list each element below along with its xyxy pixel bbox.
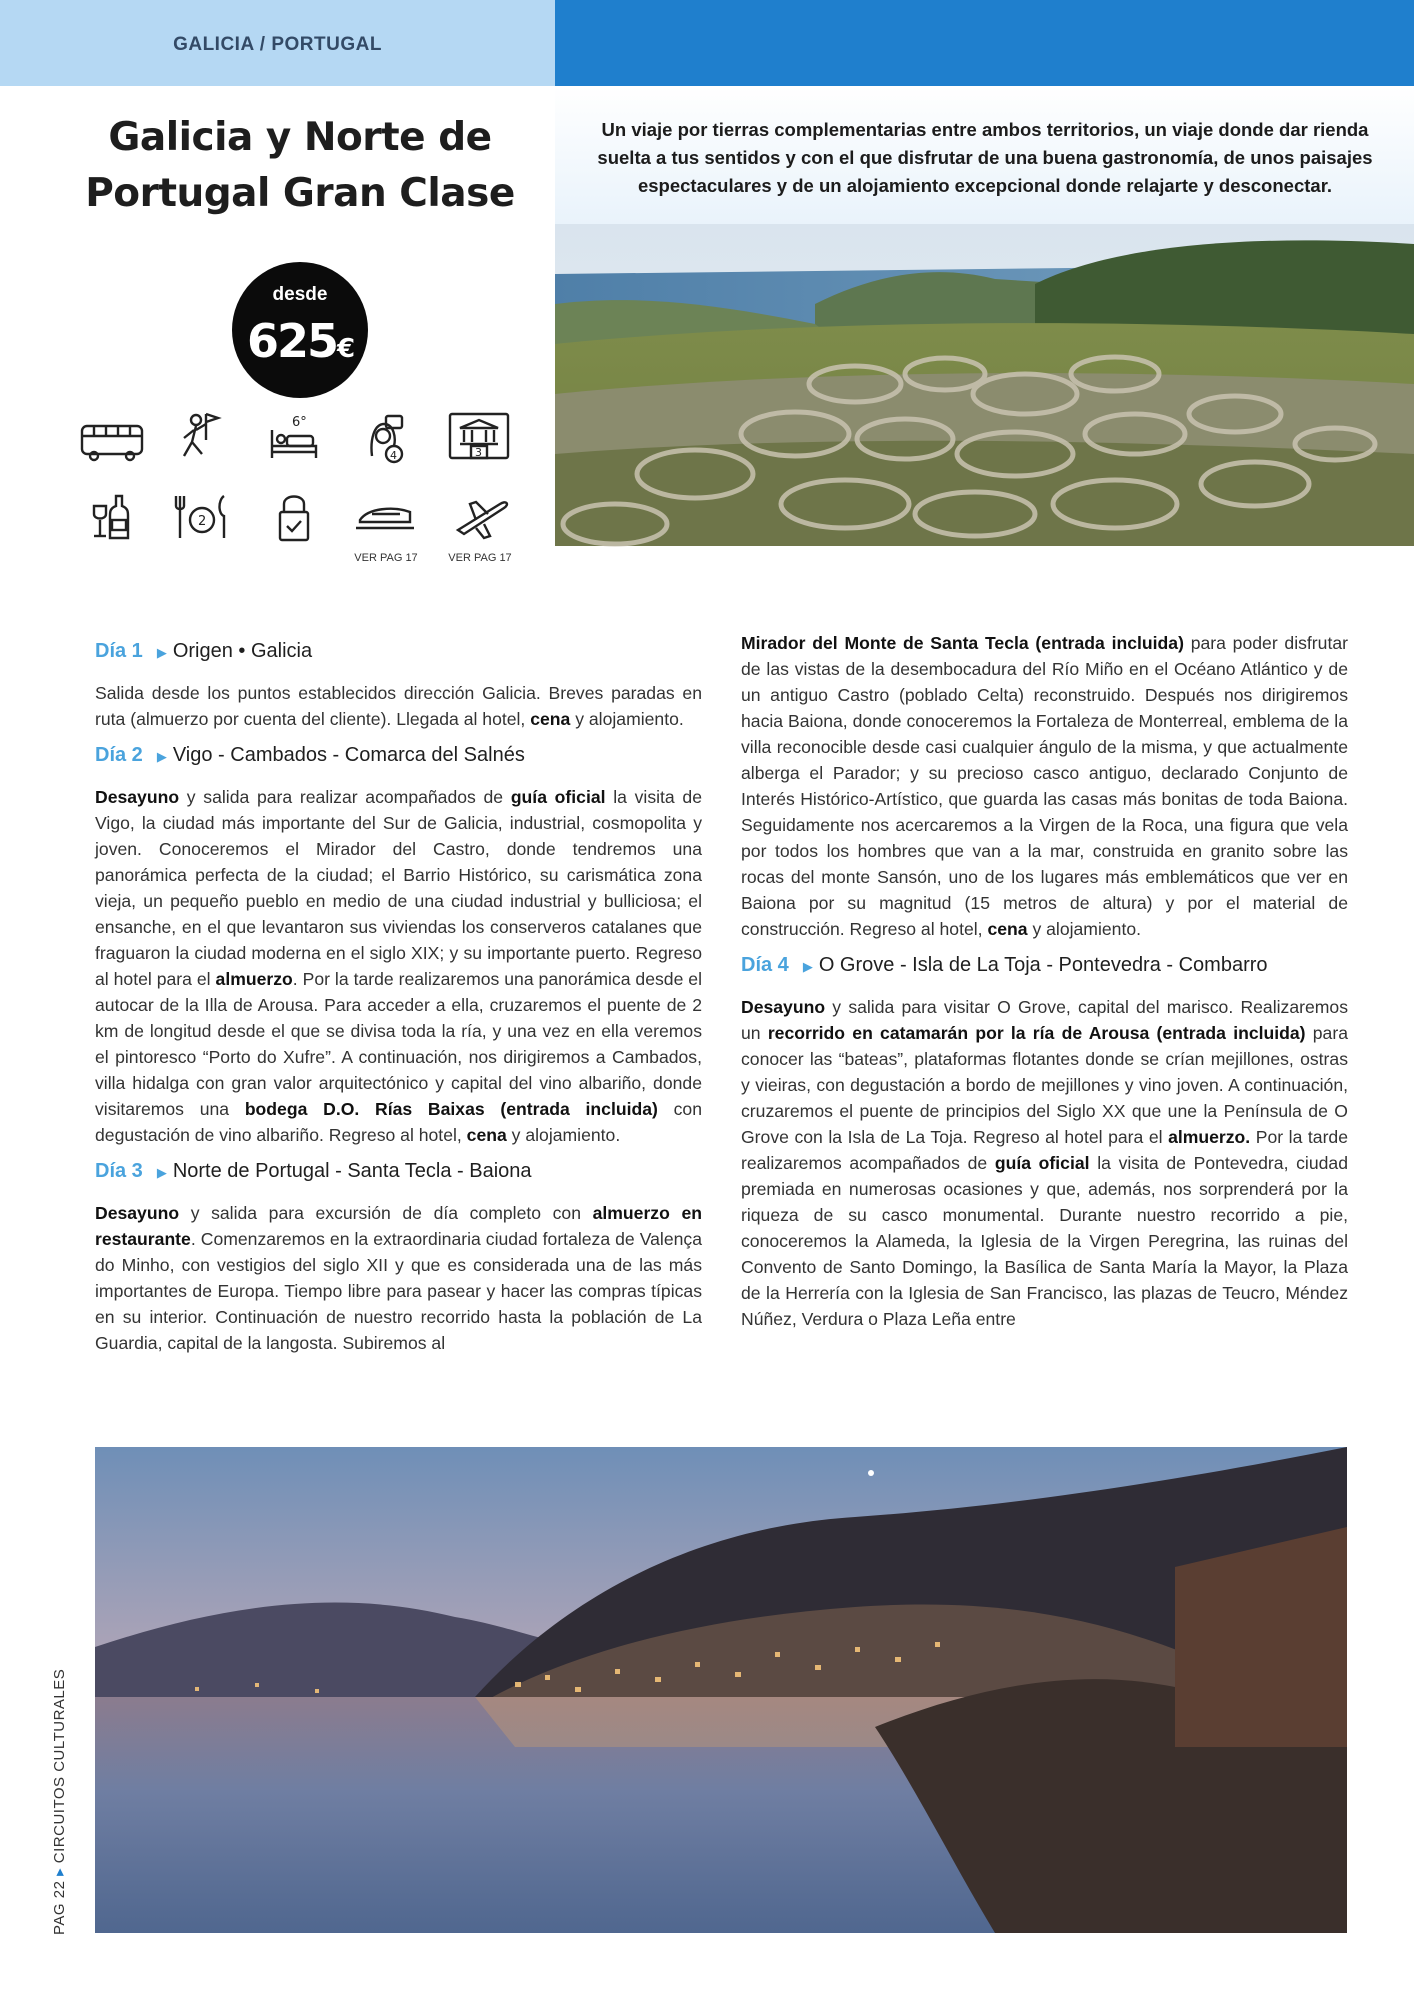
text-bold: Desayuno [741, 997, 826, 1017]
text-bold: guía oficial [510, 787, 606, 807]
text-run: para poder disfrutar de las vistas de la desembocadura del Río Miño en el Océano Atlántico y de un antiguo Castro (poblado Celta) reconstruido. Después nos dirigiremos hacia Baiona, donde conoceremos la Fortaleza de Monterreal, emblema de la villa reconocible desde casi cualquier ángulo de la misma, y que actualmente alberga el Parador; y su precioso casco antiguo, declarado Conjunto de Interés Histórico-Artístico, que guarda las casas más bonitas de toda Baiona. Seguidamente nos acercaremos a la Virgen de la Roca, una figura que vela por todos los hombres que van a la mar, construida en granito sobre las rocas del monte Sansón, uno de los lugares más emblemáticos que ver en Baiona por su magnitud (15 metros de altura) y por el material de construcción. Regreso al hotel, [741, 633, 1348, 939]
text-bold: bodega D.O. Rías Baixas (entrada incluida) [244, 1099, 658, 1119]
day-3-text-part-1 [95, 1200, 702, 1353]
text-run: Por la tarde realizaremos acompañados de [741, 1127, 1348, 1173]
page-footer-vertical [50, 1669, 68, 1935]
day-1-title: Origen • Galicia [172, 640, 313, 662]
text-run: la visita de Vigo, la ciudad más importante del Sur de Galicia, industrial, cosmopolita y joven. Conoceremos el Mirador del Castro, donde tendremos una panorámica perfecta de la ciudad; el Barrio Histórico, su carismática zona vieja, un pequeño pueblo en medio de una ciudad industrial y bulliciosa; el ensanche, en el que levantaron sus viviendas los conserveros catalanes que fraguaron la ciudad moderna en el siglo XIX; y su importante puerto. Regreso al hotel para el [95, 787, 702, 989]
svg-text:4: 4 [390, 449, 397, 462]
day-2-text [95, 784, 702, 1148]
section-header [0, 0, 555, 86]
text-bold: Desayuno [95, 1203, 180, 1223]
text-run: para conocer las “bateas”, plataformas flotantes donde se crían mejillones, ostras y vieiras, con degustación a bordo de mejillones y vino joven. A continuación, cruzaremos el puente de principios del Siglo XX que une la Península de O Grove con la Isla de La Toja. Regreso al hotel para el [741, 1023, 1348, 1147]
train-caption: VER PAG 17 [354, 552, 418, 564]
text-bold: almuerzo. [1168, 1127, 1251, 1147]
price-badge [232, 262, 368, 398]
text-bold: almuerzo [215, 969, 293, 989]
day-1-heading [95, 638, 702, 666]
itinerary-right-column [741, 630, 1348, 1342]
guide-flag-icon [162, 410, 242, 470]
day-2-number: Día 2 [95, 744, 143, 766]
text-bold: guía oficial [994, 1153, 1090, 1173]
day-4-title: O Grove - Isla de La Toja - Pontevedra - Combarro [818, 954, 1268, 976]
svg-text:6°: 6° [292, 415, 307, 430]
wine-icon [72, 490, 152, 550]
text-run: y salida para visitar O Grove, capital del marisco. Realizaremos un [741, 997, 1348, 1043]
text-run: la visita de Pontevedra, ciudad premiada en numerosas ocasiones y que, además, nos sorprenderá por la riqueza de su casco monumental. Durante nuestro recorrido a pie, conoceremos la Alameda, la Iglesia de la Virgen Peregrina, las ruinas del Convento de Santo Domingo, la Basílica de Santa María la Mayor, la Plaza de la Herrería con la Iglesia de San Francisco, las plazas de Teucro, Méndez Núñez, Verdura o Plaza Leña entre [741, 1153, 1348, 1329]
chevron-right-icon: ▶ [156, 749, 167, 764]
day-2-heading [95, 742, 702, 770]
price-amount: 625 [246, 314, 337, 368]
day-4-heading [741, 952, 1348, 980]
coastal-village-photo [95, 1447, 1347, 1933]
text-run: y alojamiento. [1027, 919, 1142, 939]
text-bold: recorrido en catamarán por la ría de Arousa (entrada incluida) [767, 1023, 1306, 1043]
text-bold: Desayuno [95, 787, 180, 807]
chevron-right-icon: ▶ [156, 645, 167, 660]
text-bold: cena [530, 709, 571, 729]
price-amount-row [232, 314, 368, 368]
section-label: GALICIA / PORTUGAL [173, 34, 382, 55]
day-3-heading [95, 1158, 702, 1186]
train-icon [346, 490, 426, 564]
text-run: . Comenzaremos en la extraordinaria ciudad fortaleza de Valença do Minho, con vestigios del siglo XII y que es considerada una de las más importantes de Europa. Tiempo libre para pasear y hacer las compras típicas en su interior. Continuación de nuestro recorrido hasta la población de La Guardia, capital de la langosta. Subiremos al [95, 1229, 702, 1353]
title-line-1: Galicia y Norte de [108, 115, 492, 160]
day-2-title: Vigo - Cambados - Comarca del Salnés [172, 744, 525, 766]
text-run: y alojamiento. [570, 709, 684, 729]
insurance-lock-icon [254, 490, 334, 550]
day-1-text [95, 680, 702, 732]
guide-location-icon [346, 410, 426, 470]
text-run: . Por la tarde realizaremos una panorámica desde el autocar de la Illa de Arousa. Para acceder a ella, cruzaremos el puente de 2 km de longitud desde el que se divisa toda la ría, y una vez en ella veremos el pintoresco “Porto do Xufre”. A continuación, nos dirigiremos a Cambados, villa hidalga con gran valor arquitectónico y capital del vino albariño, donde visitaremos una [95, 969, 702, 1119]
ticket-entries-icon [440, 410, 520, 470]
price-from-label: desde [272, 284, 328, 305]
text-run: con degustación de vino albariño. Regreso al hotel, [95, 1099, 702, 1145]
bed-nights-icon [254, 410, 334, 470]
page-number: PAG 22 [51, 1880, 68, 1935]
plane-caption: VER PAG 17 [448, 552, 512, 564]
svg-text:3: 3 [475, 446, 482, 459]
chevron-right-icon: ▸ [51, 1863, 68, 1881]
chevron-right-icon: ▶ [802, 959, 813, 974]
price-currency: € [336, 334, 354, 364]
title-line-2: Portugal Gran Clase [85, 171, 515, 216]
text-run: y alojamiento. [506, 1125, 621, 1145]
text-bold: almuerzo en restaurante [95, 1203, 702, 1249]
chevron-right-icon: ▶ [156, 1165, 167, 1180]
text-bold: Mirador del Monte de Santa Tecla (entrada incluida) [741, 633, 1184, 653]
day-3-title: Norte de Portugal - Santa Tecla - Baiona [172, 1160, 532, 1182]
intro-box [555, 86, 1414, 224]
text-bold: cena [466, 1125, 507, 1145]
day-3-number: Día 3 [95, 1160, 143, 1182]
bus-icon [72, 412, 152, 472]
intro-text: Un viaje por tierras complementarias entre ambos territorios, un viaje donde dar rienda suelta a tus sentidos y con el que disfrutar de una buena gastronomía, de unos paisajes espectaculares y de un alojamiento excepcional donde relajarte y desconectar. [597, 119, 1373, 196]
text-bold: cena [987, 919, 1028, 939]
plane-icon [440, 490, 520, 564]
meals-icon [162, 490, 242, 550]
day-4-text [741, 994, 1348, 1332]
itinerary-left-column [95, 628, 702, 1353]
page-title [60, 110, 540, 222]
text-run: y salida para excursión de día completo con [179, 1203, 593, 1223]
day-1-number: Día 1 [95, 640, 143, 662]
text-run: y salida para realizar acompañados de [179, 787, 511, 807]
text-run: Salida desde los puntos establecidos dirección Galicia. Breves paradas en ruta (almuerzo por cuenta del cliente). Llegada al hotel, [95, 683, 702, 729]
header-accent-bar [555, 0, 1414, 86]
day-4-number: Día 4 [741, 954, 789, 976]
day-3-text-part-2 [741, 630, 1348, 942]
svg-text:2: 2 [198, 514, 207, 529]
section-footer-label: CIRCUITOS CULTURALES [51, 1668, 68, 1864]
castro-photo [555, 224, 1414, 546]
